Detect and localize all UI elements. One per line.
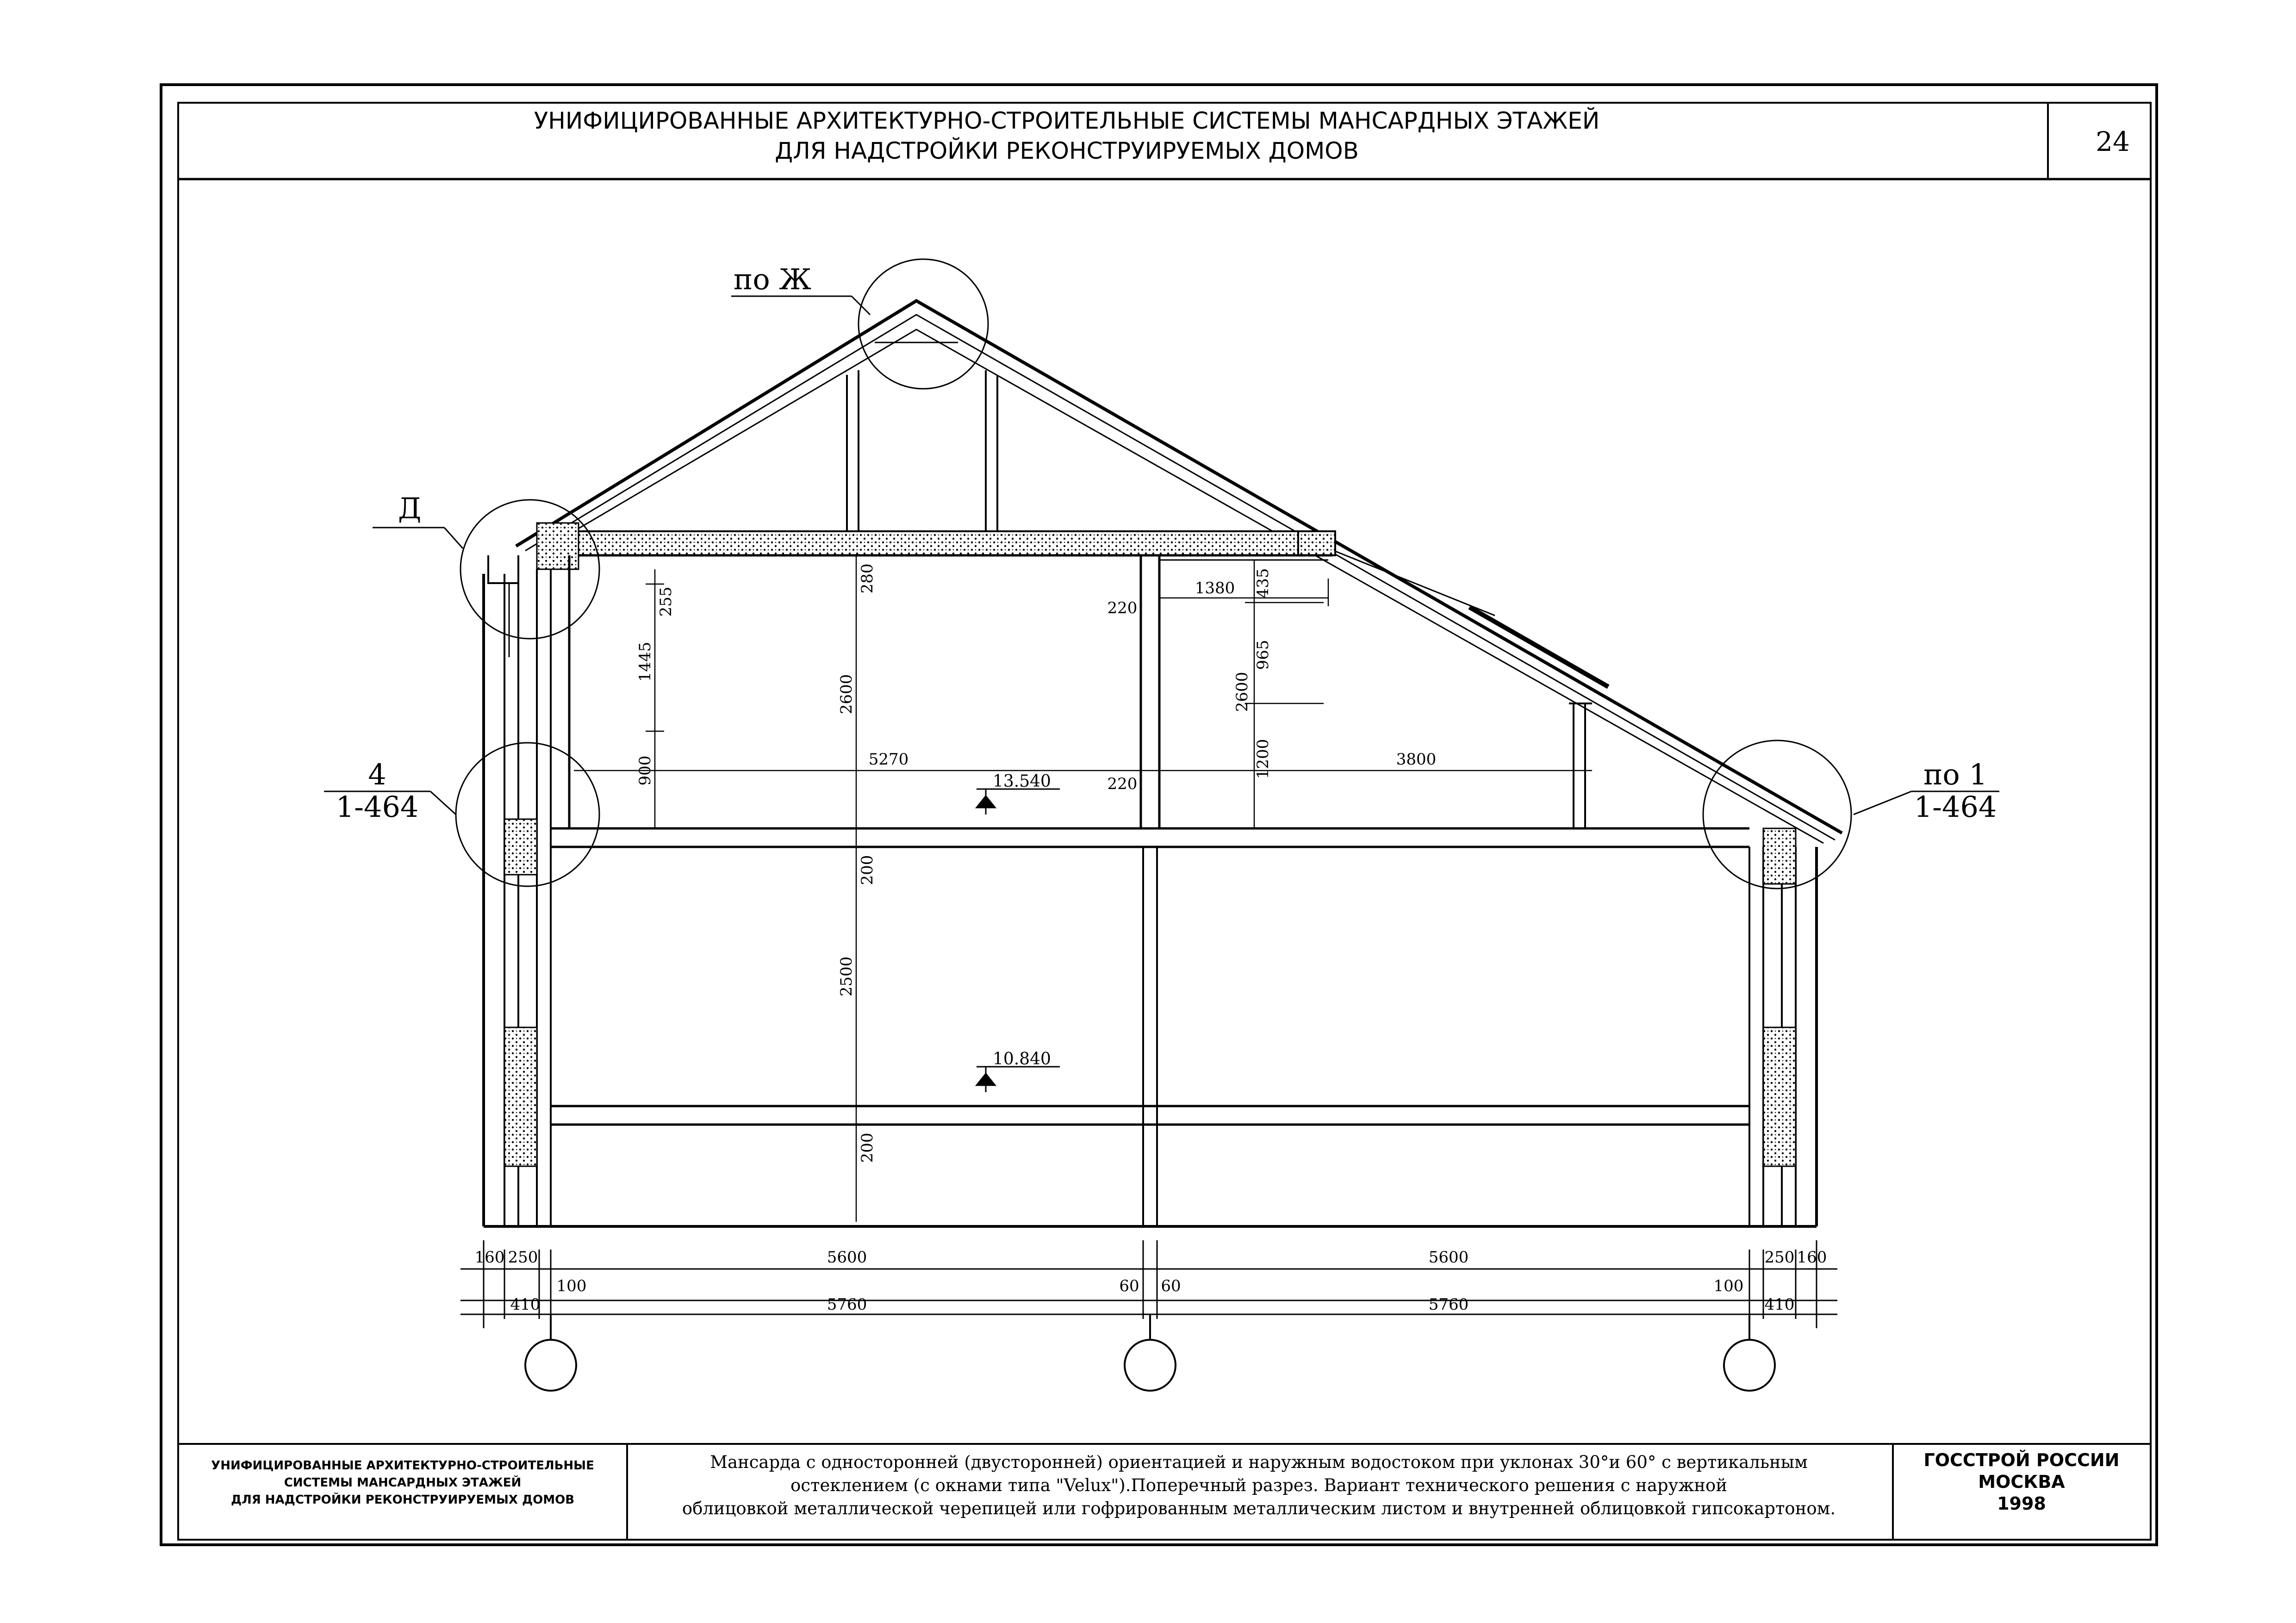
dim-row2-0: 100 [556, 1277, 587, 1295]
dim-200-mid: 200 [858, 855, 877, 885]
left-wall [484, 523, 579, 1226]
grid-axis-bubbles [525, 1314, 1775, 1391]
stamp-left-line2: СИСТЕМЫ МАНСАРДНЫХ ЭТАЖЕЙ [284, 1476, 522, 1490]
callout-node-right-bottom: 1-464 [1914, 790, 1997, 824]
stamp-year: 1998 [1997, 1493, 2046, 1514]
horizontal-dimension-labels [869, 579, 1437, 793]
dim-220-top: 220 [1107, 599, 1138, 617]
dim-row3-0: 410 [510, 1295, 541, 1314]
dim-row2-3: 100 [1713, 1277, 1744, 1295]
description-line3: облицовкой металлической черепицей или гофрированным металлическим листом и внутренней облицовкой гипсокартоном. [682, 1499, 1836, 1518]
dim-2600-right: 2600 [1233, 672, 1251, 712]
dim-900: 900 [636, 755, 654, 786]
bottom-dimension-labels [475, 1248, 1827, 1314]
callout-ridge: по Ж [734, 262, 812, 296]
interior-dimensions [574, 555, 1592, 1222]
dim-2500: 2500 [837, 956, 856, 997]
central-column [1143, 847, 1157, 1226]
header [534, 107, 2130, 164]
dim-1445: 1445 [636, 641, 654, 682]
dim-row1-1: 250 [508, 1248, 538, 1267]
dim-2600-left: 2600 [837, 674, 856, 715]
callout-node-right-top: по 1 [1923, 758, 1987, 791]
page-number: 24 [2096, 126, 2130, 157]
dim-row1-2: 5600 [827, 1248, 867, 1267]
header-title-line1: УНИФИЦИРОВАННЫЕ АРХИТЕКТУРНО-СТРОИТЕЛЬНЫЕ СИСТЕМЫ МАНСАРДНЫХ ЭТАЖЕЙ [534, 107, 1600, 134]
dim-280: 280 [858, 563, 877, 594]
stamp-left-line3: ДЛЯ НАДСТРОЙКИ РЕКОНСТРУИРУЕМЫХ ДОМОВ [230, 1493, 575, 1507]
description-line1: Мансарда с односторонней (двусторонней) ориентацией и наружным водостоком при уклонах 30°и 60° с вертикальным [710, 1452, 1808, 1472]
dim-965: 965 [1254, 640, 1272, 670]
dim-5270: 5270 [868, 750, 909, 769]
callout-node-left-top: 4 [368, 758, 386, 791]
dim-row3-1: 5760 [827, 1295, 867, 1314]
detail-circles [456, 259, 1851, 889]
elevation-markers [977, 789, 1060, 1092]
dim-435: 435 [1254, 568, 1272, 598]
stamp-city: МОСКВА [1978, 1472, 2065, 1492]
dim-row2-1: 60 [1119, 1277, 1139, 1295]
floor-slabs [484, 828, 1817, 1226]
dim-row1-4: 250 [1764, 1248, 1795, 1267]
dim-1200: 1200 [1254, 739, 1272, 779]
description-line2: остеклением (с окнами типа "Velux").Поперечный разрез. Вариант технического решения с наружной [790, 1475, 1727, 1495]
dim-row3-3: 410 [1764, 1295, 1795, 1314]
dim-220-mid: 220 [1107, 775, 1138, 793]
elevation-lower: 10.840 [993, 1050, 1051, 1069]
stamp-left-line1: УНИФИЦИРОВАННЫЕ АРХИТЕКТУРНО-СТРОИТЕЛЬНЫЕ [211, 1459, 594, 1473]
roof [516, 301, 1842, 843]
stamp-org: ГОССТРОЙ РОССИИ [1923, 1450, 2120, 1470]
callout-eave-left: Д [398, 491, 422, 525]
attic-ceiling-slab [539, 531, 1335, 555]
dim-1380: 1380 [1195, 579, 1235, 597]
header-title-line2: ДЛЯ НАДСТРОЙКИ РЕКОНСТРУИРУЕМЫХ ДОМОВ [775, 137, 1359, 164]
dim-row2-2: 60 [1161, 1277, 1181, 1295]
cross-section [324, 259, 1999, 1391]
elevation-upper: 13.540 [993, 772, 1051, 791]
title-block [178, 1444, 2151, 1540]
dim-3800: 3800 [1396, 750, 1437, 769]
dim-row1-5: 160 [1797, 1248, 1827, 1267]
callout-node-left-bottom: 1-464 [336, 790, 419, 824]
dim-row1-0: 160 [474, 1248, 505, 1267]
vertical-dimension-labels [636, 564, 1272, 1163]
elevation-labels [993, 772, 1051, 1069]
dim-row1-3: 5600 [1428, 1248, 1469, 1267]
dim-row3-2: 5760 [1428, 1295, 1469, 1314]
bottom-dimension-chains [460, 1240, 1837, 1337]
dim-255: 255 [657, 586, 675, 617]
dim-200-low: 200 [858, 1132, 877, 1163]
